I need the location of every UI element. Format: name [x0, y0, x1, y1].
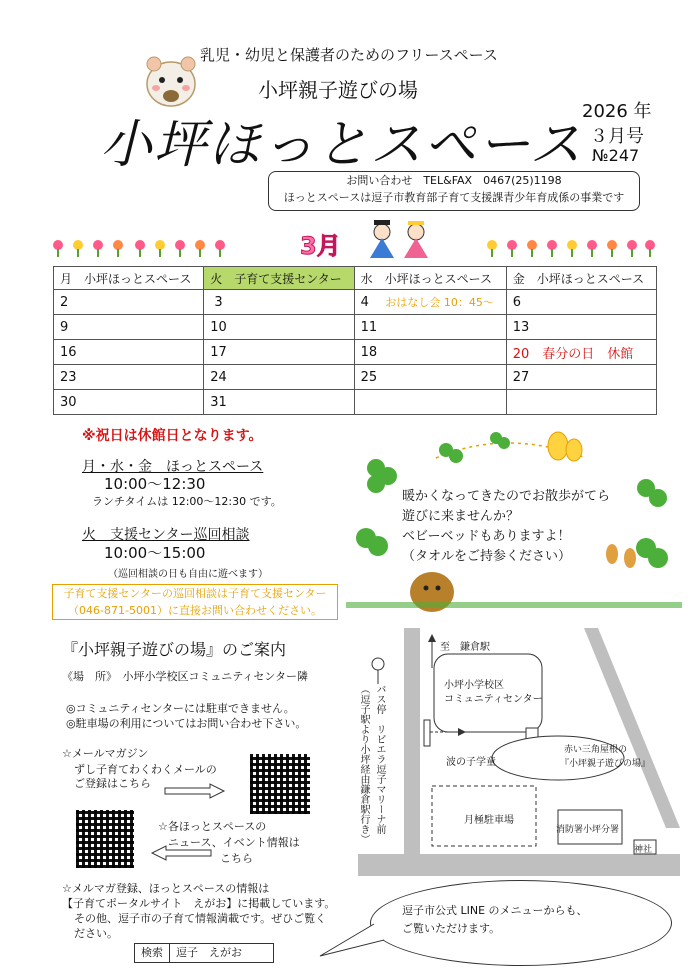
year: 2026 年: [582, 101, 652, 122]
map-parking: 月極駐車場: [464, 815, 514, 826]
mail-magazine-text: ずし子育てわくわくメールの: [74, 763, 217, 776]
bubble-tail: [318, 920, 388, 960]
map-bus-stop: バス停 リビエラ逗子マリーナ前: [374, 684, 385, 834]
mail-magazine-text: ご登録はこちら: [74, 777, 151, 790]
message-line: （タオルをご持参ください）: [402, 549, 572, 564]
calendar-cell: 10: [204, 315, 354, 340]
search-term: 逗子 えがお: [176, 946, 242, 959]
schedule-lunch-note: ランチタイムは 12:00～12:30 です。: [92, 495, 282, 508]
schedule-hotspace-time: 10:00～12:30: [104, 475, 206, 493]
calendar-cell: 11: [354, 315, 506, 340]
header-tuesday: 火 子育て支援センター: [204, 267, 354, 290]
header-wednesday: 水 小坪ほっとスペース: [354, 267, 506, 290]
contact-phone: お問い合わせ TEL&FAX 0467(25)1198: [346, 174, 562, 187]
map-community-center: 小坪小学校区: [444, 680, 504, 691]
issue-number: №247: [592, 146, 640, 165]
storytime-event: おはなし会 10：45～: [385, 296, 494, 309]
calendar-cell: 30: [54, 390, 204, 415]
calendar-cell: 17: [204, 340, 354, 365]
mail-magazine-title: ☆メールマガジン: [62, 747, 149, 760]
hina-dolls-illustration: [360, 216, 440, 260]
calendar-cell: [506, 390, 656, 415]
calendar-row: [54, 390, 657, 415]
calendar-row: [54, 315, 657, 340]
news-text: ニュース、イベント情報は: [168, 836, 300, 849]
portal-text: 【子育てポータルサイト えがお】に掲載しています。: [62, 897, 336, 910]
schedule-hotspace-title: 月・水・金 ほっとスペース: [82, 459, 264, 475]
calendar-cell: 6: [506, 290, 656, 315]
header-friday: 金 小坪ほっとスペース: [506, 267, 656, 290]
calendar-cell: 9: [54, 315, 204, 340]
schedule-consult-note: （巡回相談の日も自由に遊べます）: [108, 569, 268, 580]
calendar-cell: 18: [354, 340, 506, 365]
main-title: 小坪ほっとスペース: [100, 115, 584, 175]
event-info-qr-code[interactable]: [74, 808, 136, 870]
calendar-day: 3: [214, 294, 223, 310]
search-label: 検索: [135, 944, 170, 962]
calendar-header-row: [54, 267, 657, 290]
portal-text: ☆メルマガ登録、ほっとスペースの情報は: [62, 882, 270, 895]
news-text: こちら: [220, 852, 253, 865]
news-title: ☆各ほっとスペースの: [158, 820, 267, 833]
calendar-row: [54, 340, 657, 365]
calendar-cell: 2: [54, 290, 204, 315]
holiday-note: ※祝日は休館日となります。: [82, 428, 263, 444]
mail-magazine-qr-code[interactable]: [248, 752, 312, 816]
access-map: [358, 628, 680, 876]
calendar-cell: 24: [204, 365, 354, 390]
month-badge: 3月: [300, 232, 341, 260]
calendar-day: 4: [360, 295, 369, 310]
map-bus-route: （逗子駅より小坪経由鎌倉駅行き）: [358, 684, 369, 844]
calendar-cell: 23: [54, 365, 204, 390]
map-venue-label: 赤い三角屋根の: [564, 745, 628, 755]
map-community-center: コミュニティセンター: [444, 694, 543, 705]
month-issue: ３月号: [590, 126, 644, 147]
contact-organizer: ほっとスペースは逗子市教育部子育て支援課青少年育成係の事業です: [283, 191, 625, 204]
consult-line: 子育て支援センターの巡回相談は子育て支援センター: [63, 587, 327, 600]
calendar-cell-holiday: 20 春分の日 休館: [506, 340, 656, 365]
calendar-cell: 13: [506, 315, 656, 340]
arrow-right-icon: [164, 783, 226, 799]
contact-box: [268, 171, 640, 211]
message-line: 遊びに来ませんか？: [402, 509, 520, 524]
hamster-illustration: [140, 48, 202, 110]
place-name: 小坪親子遊びの場: [258, 78, 418, 102]
line-info-text: ご覧いただけます。: [402, 922, 501, 935]
schedule-consult-time: 10:00～15:00: [104, 544, 206, 562]
parking-note: ◎駐車場の利用についてはお問い合わせ下さい。: [66, 717, 307, 730]
map-to-kamakura: 至 鎌倉駅: [440, 642, 490, 653]
calendar-table: [53, 266, 657, 415]
location: 《場 所》 小坪小学校区コミュニティセンター隣: [62, 670, 308, 683]
map-venue-label: 『小坪親子遊びの場』: [560, 759, 651, 769]
calendar-cell: 31: [204, 390, 354, 415]
map-nami-gakudo: 波の子学童: [446, 757, 496, 768]
consult-info-box: [52, 584, 338, 620]
calendar-cell: [204, 290, 354, 315]
calendar-row: [54, 290, 657, 315]
parking-note: ◎コミュニティセンターには駐車できません。: [66, 702, 295, 715]
consult-phone: （046-871-5001）に直接お問い合わせください。: [68, 604, 322, 617]
tulip-decoration-left: [50, 236, 230, 258]
portal-text: その他、逗子市の子育て情報満載です。ぜひご覧く: [74, 912, 327, 925]
calendar-cell: 16: [54, 340, 204, 365]
tulip-decoration-right: [484, 236, 659, 258]
portal-text: ださい。: [74, 927, 118, 940]
header-monday: 月 小坪ほっとスペース: [54, 267, 204, 290]
message-line: ベビーベッドもありますよ！: [402, 529, 571, 544]
map-shrine: 神社: [634, 845, 653, 855]
map-fire-station: 消防署小坪分署: [556, 825, 620, 835]
invitation-message: [402, 487, 610, 567]
calendar-cell: [354, 290, 506, 315]
search-box[interactable]: [134, 943, 274, 963]
calendar-cell: 25: [354, 365, 506, 390]
message-line: 暖かくなってきたのでお散歩がてら: [402, 489, 611, 504]
arrow-left-icon: [150, 845, 212, 861]
subtitle: 乳児・幼児と保護者のためのフリースペース: [200, 46, 498, 64]
guide-title: 『小坪親子遊びの場』のご案内: [62, 640, 287, 659]
calendar-row: [54, 365, 657, 390]
calendar-cell: [354, 390, 506, 415]
calendar-cell: 27: [506, 365, 656, 390]
line-info-text: 逗子市公式 LINE のメニューからも、: [402, 904, 588, 917]
schedule-consult-title: 火 支援センター巡回相談: [82, 527, 250, 543]
